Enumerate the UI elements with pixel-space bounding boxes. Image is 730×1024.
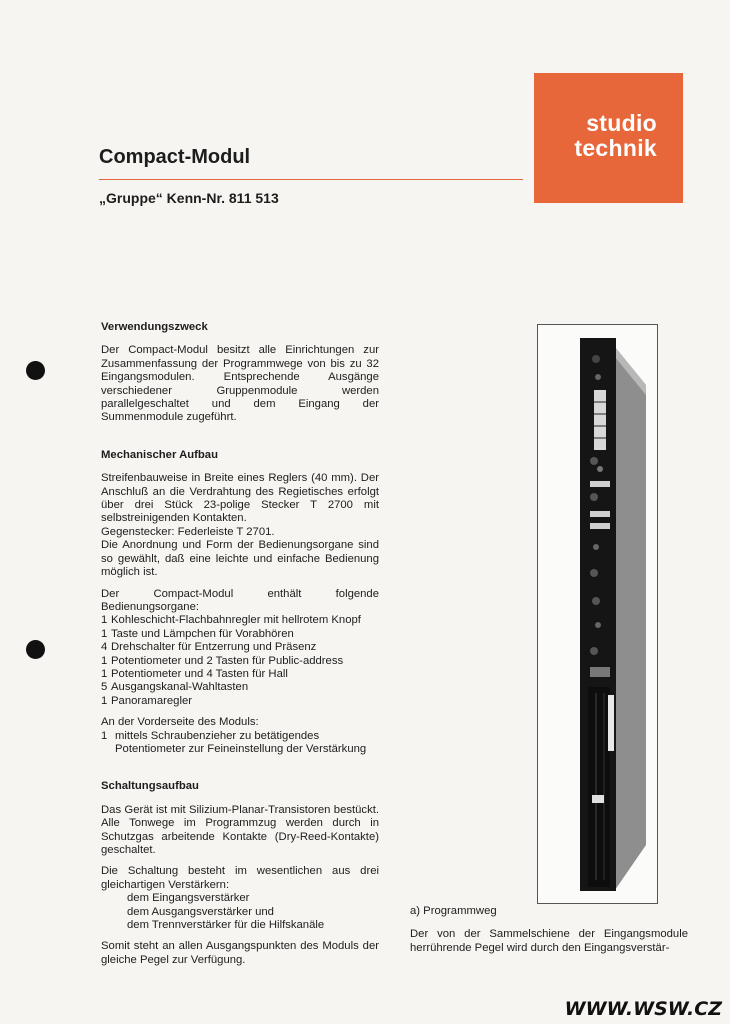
paragraph: Die Anordnung und Form der Bedienungsorgane sind so gewählt, daß eine leichte und einfache Bedienung möglich ist. — [101, 539, 379, 579]
list-item: dem Eingangsverstärker — [127, 892, 250, 905]
paragraph: Der Compact-Modul enthält folgende Bedienungsorgane: — [101, 587, 379, 613]
page-title: Compact-Modul — [99, 146, 251, 168]
paragraph: Die Schaltung besteht im wesentlichen aus drei gleichartigen Verstärkern: — [101, 865, 379, 891]
paragraph: An der Vorderseite des Moduls: — [101, 716, 259, 729]
list-item: 1 Taste und Lämpchen für Vorabhören — [101, 627, 294, 640]
logo-line-2: technik — [574, 135, 657, 161]
right-column — [410, 905, 688, 955]
front-list — [101, 730, 379, 757]
section-heading-verwendung: Verwendungszweck — [101, 321, 208, 333]
punch-hole — [26, 640, 45, 659]
section-heading-schaltung: Schaltungsaufbau — [101, 780, 199, 793]
list-item: 4 Drehschalter für Entzerrung und Präsenz — [101, 641, 317, 654]
list-item: 1 Potentiometer und 4 Tasten für Hall — [101, 667, 288, 680]
module-image — [538, 325, 657, 903]
studio-technik-logo — [534, 73, 683, 203]
section-heading-aufbau: Mechanischer Aufbau — [101, 448, 218, 461]
amplifier-list — [101, 892, 379, 932]
list-item: 1 Potentiometer und 2 Tasten für Public-address — [101, 654, 344, 667]
title-rule — [99, 179, 523, 180]
page-subtitle: „Gruppe“ Kenn-Nr. 811 513 — [99, 190, 279, 206]
list-item: 5 Ausgangskanal-Wahltasten — [101, 681, 249, 694]
paragraph: Das Gerät ist mit Silizium-Planar-Transistoren bestückt. Alle Tonwege im Programmzug werden durch in Schutzgas arbeitende Kontakte (Dry-Reed-Kontakte) geschaltet. — [101, 803, 379, 856]
paragraph: Gegenstecker: Federleiste T 2701. — [101, 525, 275, 538]
list-item: dem Trennverstärker für die Hilfskanäle — [127, 919, 325, 932]
list-item: 1 Kohleschicht-Flachbahnregler mit hellrotem Knopf — [101, 614, 361, 627]
paragraph: Der Compact-Modul besitzt alle Einrichtungen zur Zusammenfassung der Programmwege von bis zu 32 Eingangsmodulen. Entsprechende Ausgänge verschiedener Gruppenmodule werden parallelgeschaltet und dem Eingang der Summenmodule zugeführt. — [101, 344, 379, 424]
logo-line-1: studio — [586, 110, 657, 136]
list-item: dem Ausgangsverstärker und — [127, 905, 274, 918]
paragraph: Streifenbauweise in Breite eines Reglers (40 mm). Der Anschluß an die Verdrahtung des Regietisches erfolgt über drei Stück 23-polige Stecker T 2700 mit selbstreinigenden Kontakten. — [101, 472, 379, 525]
left-column — [101, 321, 379, 967]
paragraph: Der von der Sammelschiene der Eingangsmodule herrührende Pegel wird durch den Eingangsverstär- — [410, 928, 688, 954]
module-photo — [537, 324, 658, 904]
watermark: WWW.WSW.CZ — [564, 998, 722, 1020]
list-item: 1 Panoramaregler — [101, 694, 193, 707]
controls-list — [101, 614, 379, 708]
list-item: 1 mittels Schraubenzieher zu betätigendes Potentiometer zur Feineinstellung der Verstärkung — [101, 729, 367, 755]
punch-hole — [26, 361, 45, 380]
caption-label: a) Programmweg — [410, 905, 497, 917]
paragraph: Somit steht an allen Ausgangspunkten des Moduls der gleiche Pegel zur Verfügung. — [101, 940, 379, 966]
